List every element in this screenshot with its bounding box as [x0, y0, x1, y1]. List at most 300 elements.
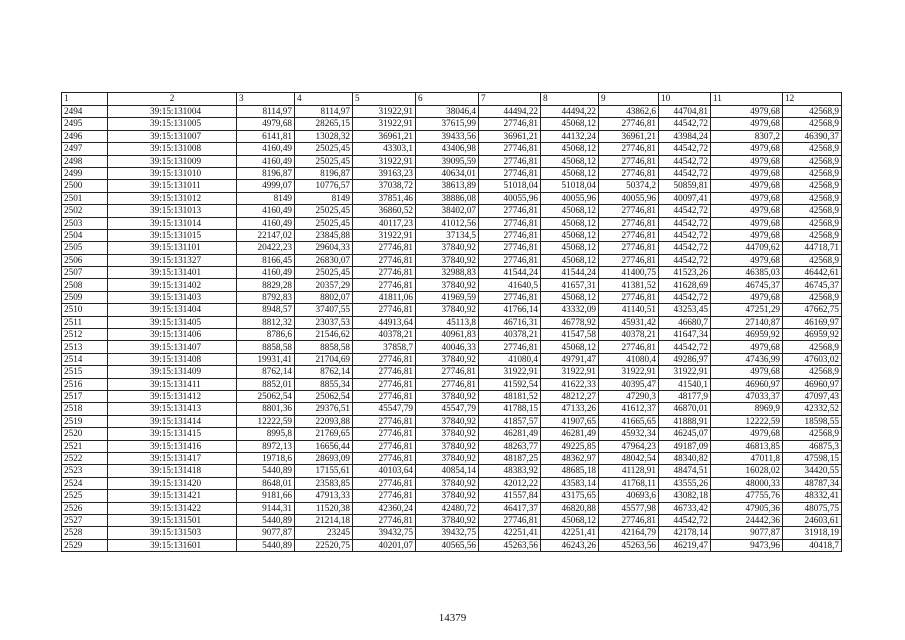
row-number-cell: 2508 [62, 279, 108, 291]
value-cell: 46813,85 [711, 440, 783, 452]
value-cell: 20422,23 [237, 242, 295, 254]
value-cell: 4979,68 [711, 205, 783, 217]
value-cell: 45068,12 [541, 242, 599, 254]
value-cell: 44542,72 [659, 242, 711, 254]
cadastral-code-cell: 39:15:131012 [108, 192, 237, 204]
value-cell: 37840,92 [416, 242, 479, 254]
value-cell: 45263,56 [479, 539, 541, 551]
value-cell: 49225,85 [541, 440, 599, 452]
value-cell: 48383,92 [479, 465, 541, 477]
row-number-cell: 2528 [62, 527, 108, 539]
value-cell: 41665,65 [599, 415, 659, 427]
cadastral-code-cell: 39:15:131008 [108, 143, 237, 155]
value-cell: 51018,04 [541, 180, 599, 192]
data-table [61, 92, 842, 552]
value-cell: 41557,84 [479, 490, 541, 502]
value-cell: 37840,92 [416, 452, 479, 464]
value-cell: 8786,6 [237, 329, 295, 341]
value-cell: 47662,75 [783, 304, 842, 316]
value-cell: 44494,22 [541, 106, 599, 118]
row-number-cell: 2519 [62, 415, 108, 427]
column-header: 1 [62, 93, 108, 106]
value-cell: 48187,25 [479, 452, 541, 464]
value-cell: 40103,64 [353, 465, 416, 477]
value-cell: 37840,92 [416, 428, 479, 440]
value-cell: 8948,57 [237, 304, 295, 316]
value-cell: 8166,45 [237, 254, 295, 266]
value-cell: 43082,18 [659, 490, 711, 502]
value-cell: 27746,81 [416, 378, 479, 390]
value-cell: 42568,9 [783, 366, 842, 378]
value-cell: 39095,59 [416, 155, 479, 167]
table-row [62, 390, 842, 402]
value-cell: 46680,7 [659, 316, 711, 328]
value-cell: 11520,38 [295, 502, 353, 514]
column-header: 11 [711, 93, 783, 106]
cadastral-code-cell: 39:15:131404 [108, 304, 237, 316]
value-cell: 40097,41 [659, 192, 711, 204]
value-cell: 25062,54 [237, 390, 295, 402]
value-cell: 44542,72 [659, 118, 711, 130]
value-cell: 46959,92 [711, 329, 783, 341]
value-cell: 46243,26 [541, 539, 599, 551]
value-cell: 27746,81 [353, 279, 416, 291]
value-cell: 41544,24 [479, 267, 541, 279]
value-cell: 27746,81 [599, 254, 659, 266]
value-cell: 46417,37 [479, 502, 541, 514]
value-cell: 27746,81 [479, 118, 541, 130]
value-cell: 45547,79 [353, 403, 416, 415]
value-cell: 23583,85 [295, 477, 353, 489]
value-cell: 27140,87 [711, 316, 783, 328]
value-cell: 8802,07 [295, 291, 353, 303]
value-cell: 45068,12 [541, 118, 599, 130]
value-cell: 45068,12 [541, 205, 599, 217]
table-row [62, 229, 842, 241]
value-cell: 42480,72 [416, 502, 479, 514]
value-cell: 29604,33 [295, 242, 353, 254]
row-number-cell: 2517 [62, 390, 108, 402]
column-header: 5 [353, 93, 416, 106]
column-header: 12 [783, 93, 842, 106]
value-cell: 43583,14 [541, 477, 599, 489]
cadastral-code-cell: 39:15:131418 [108, 465, 237, 477]
value-cell: 41628,69 [659, 279, 711, 291]
value-cell: 37840,92 [416, 415, 479, 427]
value-cell: 29376,51 [295, 403, 353, 415]
table-row [62, 217, 842, 229]
value-cell: 42332,52 [783, 403, 842, 415]
value-cell: 27746,81 [479, 514, 541, 526]
value-cell: 37840,92 [416, 254, 479, 266]
value-cell: 37840,92 [416, 390, 479, 402]
row-number-cell: 2522 [62, 452, 108, 464]
value-cell: 42568,9 [783, 229, 842, 241]
row-number-cell: 2526 [62, 502, 108, 514]
value-cell: 45068,12 [541, 229, 599, 241]
value-cell: 42568,9 [783, 428, 842, 440]
value-cell: 46875,3 [783, 440, 842, 452]
table-row [62, 452, 842, 464]
cadastral-code-cell: 39:15:131403 [108, 291, 237, 303]
value-cell: 37840,92 [416, 477, 479, 489]
cadastral-code-cell: 39:15:131007 [108, 130, 237, 142]
cadastral-code-cell: 39:15:131009 [108, 155, 237, 167]
value-cell: 43175,65 [541, 490, 599, 502]
value-cell: 27746,81 [599, 229, 659, 241]
value-cell: 4979,68 [711, 118, 783, 130]
value-cell: 49187,09 [659, 440, 711, 452]
value-cell: 27746,81 [599, 155, 659, 167]
value-cell: 4999,07 [237, 180, 295, 192]
value-cell: 48340,82 [659, 452, 711, 464]
value-cell: 4979,68 [711, 291, 783, 303]
value-cell: 43862,6 [599, 106, 659, 118]
table-row [62, 254, 842, 266]
table-row [62, 143, 842, 155]
cadastral-code-cell: 39:15:131101 [108, 242, 237, 254]
value-cell: 25025,45 [295, 205, 353, 217]
row-number-cell: 2498 [62, 155, 108, 167]
value-cell: 25025,45 [295, 155, 353, 167]
value-cell: 22093,88 [295, 415, 353, 427]
value-cell: 27746,81 [479, 205, 541, 217]
value-cell: 44542,72 [659, 217, 711, 229]
row-number-cell: 2513 [62, 341, 108, 353]
value-cell: 23037,53 [295, 316, 353, 328]
value-cell: 46960,97 [783, 378, 842, 390]
value-cell: 31922,91 [353, 155, 416, 167]
value-cell: 31918,19 [783, 527, 842, 539]
value-cell: 45068,12 [541, 217, 599, 229]
value-cell: 26830,07 [295, 254, 353, 266]
value-cell: 25025,45 [295, 267, 353, 279]
table-row [62, 366, 842, 378]
value-cell: 41523,26 [659, 267, 711, 279]
value-cell: 41647,34 [659, 329, 711, 341]
value-cell: 13028,32 [295, 130, 353, 142]
value-cell: 8196,87 [237, 167, 295, 179]
value-cell: 27746,81 [353, 514, 416, 526]
value-cell: 4979,68 [711, 106, 783, 118]
value-cell: 25025,45 [295, 217, 353, 229]
value-cell: 45068,12 [541, 514, 599, 526]
table-row [62, 279, 842, 291]
value-cell: 40565,56 [416, 539, 479, 551]
value-cell: 45068,12 [541, 291, 599, 303]
value-cell: 27746,81 [353, 415, 416, 427]
table-row [62, 329, 842, 341]
value-cell: 36961,21 [599, 130, 659, 142]
cadastral-code-cell: 39:15:131409 [108, 366, 237, 378]
value-cell: 42568,9 [783, 217, 842, 229]
value-cell: 4979,68 [711, 217, 783, 229]
value-cell: 8995,8 [237, 428, 295, 440]
value-cell: 44542,72 [659, 341, 711, 353]
value-cell: 12222,59 [237, 415, 295, 427]
value-cell: 45113,8 [416, 316, 479, 328]
value-cell: 21214,18 [295, 514, 353, 526]
value-cell: 41888,91 [659, 415, 711, 427]
value-cell: 8972,13 [237, 440, 295, 452]
value-cell: 4979,68 [711, 254, 783, 266]
value-cell: 40395,47 [599, 378, 659, 390]
table-row [62, 167, 842, 179]
value-cell: 41969,59 [416, 291, 479, 303]
value-cell: 48685,18 [541, 465, 599, 477]
value-cell: 39432,75 [416, 527, 479, 539]
value-cell: 40378,21 [479, 329, 541, 341]
value-cell: 46716,31 [479, 316, 541, 328]
cadastral-code-cell: 39:15:131503 [108, 527, 237, 539]
value-cell: 44542,72 [659, 143, 711, 155]
value-cell: 4979,68 [711, 180, 783, 192]
value-cell: 45932,34 [599, 428, 659, 440]
row-number-cell: 2510 [62, 304, 108, 316]
cadastral-code-cell: 39:15:131417 [108, 452, 237, 464]
value-cell: 8852,01 [237, 378, 295, 390]
value-cell: 49791,47 [541, 353, 599, 365]
table-row [62, 527, 842, 539]
value-cell: 47097,43 [783, 390, 842, 402]
value-cell: 40055,96 [599, 192, 659, 204]
value-cell: 43406,98 [416, 143, 479, 155]
value-cell: 21704,69 [295, 353, 353, 365]
table-row [62, 378, 842, 390]
column-header: 10 [659, 93, 711, 106]
value-cell: 31922,91 [479, 366, 541, 378]
value-cell: 48787,34 [783, 477, 842, 489]
value-cell: 8149 [237, 192, 295, 204]
value-cell: 4979,68 [711, 155, 783, 167]
row-number-cell: 2518 [62, 403, 108, 415]
value-cell: 44709,62 [711, 242, 783, 254]
value-cell: 10776,57 [295, 180, 353, 192]
value-cell: 8801,36 [237, 403, 295, 415]
table-row [62, 440, 842, 452]
row-number-cell: 2512 [62, 329, 108, 341]
cadastral-code-cell: 39:15:131014 [108, 217, 237, 229]
value-cell: 45068,12 [541, 254, 599, 266]
value-cell: 44542,72 [659, 167, 711, 179]
value-cell: 27746,81 [353, 242, 416, 254]
value-cell: 40046,33 [416, 341, 479, 353]
value-cell: 46245,07 [659, 428, 711, 440]
value-cell: 44494,22 [479, 106, 541, 118]
value-cell: 40418,7 [783, 539, 842, 551]
value-cell: 8307,2 [711, 130, 783, 142]
column-header: 8 [541, 93, 599, 106]
cadastral-code-cell: 39:15:131413 [108, 403, 237, 415]
value-cell: 8648,01 [237, 477, 295, 489]
value-cell: 48075,75 [783, 502, 842, 514]
cadastral-code-cell: 39:15:131416 [108, 440, 237, 452]
value-cell: 41012,56 [416, 217, 479, 229]
value-cell: 41622,33 [541, 378, 599, 390]
value-cell: 27746,81 [599, 242, 659, 254]
value-cell: 36860,52 [353, 205, 416, 217]
value-cell: 47913,33 [295, 490, 353, 502]
cadastral-code-cell: 39:15:131411 [108, 378, 237, 390]
row-number-cell: 2529 [62, 539, 108, 551]
value-cell: 40117,23 [353, 217, 416, 229]
column-header: 3 [237, 93, 295, 106]
column-header: 7 [479, 93, 541, 106]
row-number-cell: 2503 [62, 217, 108, 229]
value-cell: 24603,61 [783, 514, 842, 526]
value-cell: 25062,54 [295, 390, 353, 402]
value-cell: 4979,68 [711, 143, 783, 155]
value-cell: 9077,87 [237, 527, 295, 539]
cadastral-code-cell: 39:15:131420 [108, 477, 237, 489]
cadastral-code-cell: 39:15:131407 [108, 341, 237, 353]
value-cell: 38046,4 [416, 106, 479, 118]
value-cell: 17155,61 [295, 465, 353, 477]
value-cell: 27746,81 [353, 452, 416, 464]
value-cell: 47133,26 [541, 403, 599, 415]
value-cell: 28693,09 [295, 452, 353, 464]
value-cell: 47905,36 [711, 502, 783, 514]
column-header: 2 [108, 93, 237, 106]
cadastral-code-cell: 39:15:131414 [108, 415, 237, 427]
value-cell: 27746,81 [599, 143, 659, 155]
value-cell: 27746,81 [599, 514, 659, 526]
value-cell: 44542,72 [659, 155, 711, 167]
cadastral-code-cell: 39:15:131013 [108, 205, 237, 217]
row-number-cell: 2500 [62, 180, 108, 192]
value-cell: 47755,76 [711, 490, 783, 502]
value-cell: 44542,72 [659, 514, 711, 526]
value-cell: 37038,72 [353, 180, 416, 192]
table-row [62, 465, 842, 477]
row-number-cell: 2495 [62, 118, 108, 130]
value-cell: 42251,41 [479, 527, 541, 539]
value-cell: 48042,54 [599, 452, 659, 464]
table-body [62, 106, 842, 552]
value-cell: 27746,81 [479, 341, 541, 353]
value-cell: 40201,07 [353, 539, 416, 551]
row-number-cell: 2505 [62, 242, 108, 254]
value-cell: 42568,9 [783, 341, 842, 353]
value-cell: 21546,62 [295, 329, 353, 341]
value-cell: 47033,37 [711, 390, 783, 402]
value-cell: 27746,81 [479, 167, 541, 179]
value-cell: 46745,37 [783, 279, 842, 291]
value-cell: 39433,56 [416, 130, 479, 142]
value-cell: 37858,7 [353, 341, 416, 353]
cadastral-code-cell: 39:15:131421 [108, 490, 237, 502]
value-cell: 4160,49 [237, 143, 295, 155]
value-cell: 31922,91 [353, 106, 416, 118]
value-cell: 44718,71 [783, 242, 842, 254]
table-row [62, 502, 842, 514]
value-cell: 27746,81 [353, 267, 416, 279]
table-row [62, 242, 842, 254]
value-cell: 27746,81 [479, 143, 541, 155]
value-cell: 42568,9 [783, 167, 842, 179]
value-cell: 42012,22 [479, 477, 541, 489]
value-cell: 46960,97 [711, 378, 783, 390]
value-cell: 31922,91 [353, 118, 416, 130]
value-cell: 50374,2 [599, 180, 659, 192]
value-cell: 45263,56 [599, 539, 659, 551]
value-cell: 4160,49 [237, 155, 295, 167]
value-cell: 8792,83 [237, 291, 295, 303]
value-cell: 46281,49 [479, 428, 541, 440]
value-cell: 23845,88 [295, 229, 353, 241]
value-cell: 5440,89 [237, 514, 295, 526]
value-cell: 8858,58 [237, 341, 295, 353]
value-cell: 8762,14 [237, 366, 295, 378]
value-cell: 5440,89 [237, 539, 295, 551]
value-cell: 41811,06 [353, 291, 416, 303]
value-cell: 47251,29 [711, 304, 783, 316]
value-cell: 41547,58 [541, 329, 599, 341]
row-number-cell: 2504 [62, 229, 108, 241]
value-cell: 36961,21 [479, 130, 541, 142]
value-cell: 27746,81 [353, 353, 416, 365]
value-cell: 45547,79 [416, 403, 479, 415]
row-number-cell: 2523 [62, 465, 108, 477]
value-cell: 4979,68 [711, 341, 783, 353]
value-cell: 41788,15 [479, 403, 541, 415]
table-row [62, 403, 842, 415]
value-cell: 19718,6 [237, 452, 295, 464]
cadastral-code-cell: 39:15:131412 [108, 390, 237, 402]
value-cell: 44542,72 [659, 205, 711, 217]
value-cell: 27746,81 [353, 440, 416, 452]
value-cell: 8114,97 [237, 106, 295, 118]
value-cell: 8196,87 [295, 167, 353, 179]
value-cell: 32988,83 [416, 267, 479, 279]
value-cell: 41907,65 [541, 415, 599, 427]
value-cell: 4979,68 [711, 167, 783, 179]
value-cell: 51018,04 [479, 180, 541, 192]
value-cell: 42568,9 [783, 143, 842, 155]
value-cell: 46281,49 [541, 428, 599, 440]
cadastral-code-cell: 39:15:131401 [108, 267, 237, 279]
value-cell: 8149 [295, 192, 353, 204]
value-cell: 48362,97 [541, 452, 599, 464]
value-cell: 42568,9 [783, 106, 842, 118]
table-row [62, 180, 842, 192]
value-cell: 24442,36 [711, 514, 783, 526]
value-cell: 4979,68 [711, 229, 783, 241]
value-cell: 42568,9 [783, 180, 842, 192]
value-cell: 8114,97 [295, 106, 353, 118]
value-cell: 37840,92 [416, 353, 479, 365]
table-row [62, 514, 842, 526]
row-number-cell: 2494 [62, 106, 108, 118]
value-cell: 4979,68 [237, 118, 295, 130]
value-cell: 40634,01 [416, 167, 479, 179]
value-cell: 31922,91 [659, 366, 711, 378]
value-cell: 39163,23 [353, 167, 416, 179]
value-cell: 37615,99 [416, 118, 479, 130]
value-cell: 47436,99 [711, 353, 783, 365]
value-cell: 41657,31 [541, 279, 599, 291]
value-cell: 34420,55 [783, 465, 842, 477]
cadastral-code-cell: 39:15:131402 [108, 279, 237, 291]
column-header: 4 [295, 93, 353, 106]
row-number-cell: 2511 [62, 316, 108, 328]
value-cell: 48177,9 [659, 390, 711, 402]
value-cell: 40055,96 [479, 192, 541, 204]
value-cell: 27746,81 [416, 366, 479, 378]
table-row [62, 106, 842, 118]
value-cell: 42568,9 [783, 205, 842, 217]
value-cell: 48181,52 [479, 390, 541, 402]
